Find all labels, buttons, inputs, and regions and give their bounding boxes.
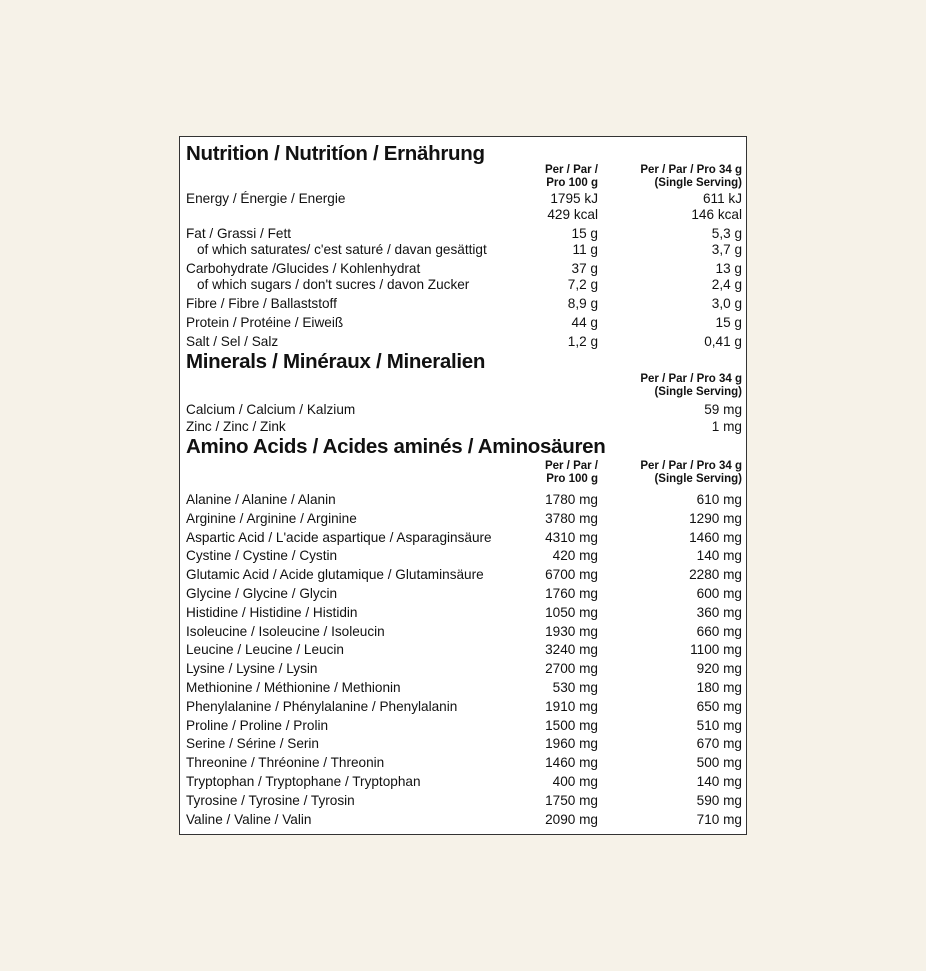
- value-per-serving: 3,7 g: [711, 242, 742, 257]
- nutrient-label: Salt / Sel / Salz: [186, 334, 279, 349]
- nutrition-col2-header-line2: (Single Serving): [654, 177, 742, 189]
- amino-col2-header: [640, 460, 742, 486]
- amino-label: Valine / Valine / Valin: [186, 812, 312, 827]
- value-per-serving: 2,4 g: [711, 277, 742, 292]
- amino-row: [180, 773, 746, 791]
- value-per-100g: 1910 mg: [545, 699, 598, 714]
- nutrition-facts-panel: [179, 136, 747, 835]
- value-per-serving: 500 mg: [696, 755, 742, 770]
- amino-row: [180, 566, 746, 584]
- value-per-100g: 44 g: [571, 315, 598, 330]
- amino-label: Glycine / Glycine / Glycin: [186, 586, 338, 601]
- value-per-100g: 2090 mg: [545, 812, 598, 827]
- amino-row: [180, 792, 746, 810]
- nutrient-label: Fat / Grassi / Fett: [186, 226, 291, 241]
- value-per-serving: 5,3 g: [711, 226, 742, 241]
- mineral-row: [180, 418, 746, 436]
- value-per-100g: 11 g: [572, 242, 598, 257]
- value-per-serving: 1290 mg: [689, 511, 742, 526]
- value-per-100g: 15 g: [571, 226, 598, 241]
- nutrition-col2-header: [640, 164, 742, 190]
- value-per-100g: 2700 mg: [545, 661, 598, 676]
- amino-label: Leucine / Leucine / Leucin: [186, 642, 344, 657]
- amino-label: Threonine / Thréonine / Threonin: [186, 755, 385, 770]
- amino-label: Histidine / Histidine / Histidin: [186, 605, 358, 620]
- nutrient-label: of which saturates/ c'est saturé / davan gesättigt: [197, 242, 487, 257]
- amino-row: [180, 811, 746, 829]
- minerals-col2-header-line2: (Single Serving): [654, 386, 742, 398]
- amino-label: Arginine / Arginine / Arginine: [186, 511, 357, 526]
- amino-row: [180, 529, 746, 547]
- value-per-100g: 8,9 g: [567, 296, 598, 311]
- value-per-serving: 59 mg: [704, 402, 742, 417]
- amino-label: Cystine / Cystine / Cystin: [186, 548, 338, 563]
- value-per-serving: 590 mg: [696, 793, 742, 808]
- value-per-100g: 1460 mg: [545, 755, 598, 770]
- nutrition-col1-header-line2: Pro 100 g: [546, 177, 598, 189]
- nutrition-heading: Nutrition / Nutritíon / Ernährung: [186, 142, 485, 165]
- value-per-100g: 530 mg: [552, 680, 598, 695]
- nutrition-row: [180, 276, 746, 294]
- value-per-100g: 1500 mg: [545, 718, 598, 733]
- value-per-100g: 1050 mg: [545, 605, 598, 620]
- value-per-serving: 710 mg: [696, 812, 742, 827]
- amino-row: [180, 491, 746, 509]
- nutrition-col1-header: [545, 164, 598, 190]
- nutrition-row: [180, 206, 746, 224]
- amino-row: [180, 735, 746, 753]
- amino-label: Phenylalanine / Phénylalanine / Phenylalanin: [186, 699, 458, 714]
- value-per-serving: 140 mg: [696, 774, 742, 789]
- value-per-100g: 1960 mg: [545, 736, 598, 751]
- amino-row: [180, 641, 746, 659]
- value-per-100g: 1760 mg: [545, 586, 598, 601]
- value-per-serving: 0,41 g: [704, 334, 742, 349]
- nutrient-label: Energy / Énergie / Energie: [186, 191, 346, 206]
- value-per-serving: 610 mg: [696, 492, 742, 507]
- value-per-serving: 660 mg: [696, 624, 742, 639]
- amino-col1-header-line1: Per / Par /: [544, 460, 598, 472]
- minerals-col2-header: [640, 373, 742, 399]
- value-per-100g: 6700 mg: [545, 567, 598, 582]
- value-per-serving: 360 mg: [696, 605, 742, 620]
- amino-row: [180, 547, 746, 565]
- value-per-serving: 140 mg: [696, 548, 742, 563]
- value-per-serving: 600 mg: [696, 586, 742, 601]
- amino-label: Proline / Proline / Prolin: [186, 718, 329, 733]
- value-per-100g: 429 kcal: [547, 207, 598, 222]
- nutrient-label: Carbohydrate /Glucides / Kohlenhydrat: [186, 261, 421, 276]
- value-per-serving: 670 mg: [696, 736, 742, 751]
- minerals-col2-header-line1: Per / Par / Pro 34 g: [640, 373, 742, 385]
- value-per-100g: 1795 kJ: [550, 191, 598, 206]
- value-per-serving: 1460 mg: [689, 530, 742, 545]
- value-per-serving: 1 mg: [711, 419, 742, 434]
- value-per-100g: 420 mg: [552, 548, 598, 563]
- nutrition-row: [180, 314, 746, 332]
- value-per-serving: 13 g: [715, 261, 742, 276]
- amino-row: [180, 717, 746, 735]
- amino-label: Glutamic Acid / Acide glutamique / Glutaminsäure: [186, 567, 484, 582]
- amino-row: [180, 754, 746, 772]
- amino-label: Aspartic Acid / L'acide aspartique / Asparaginsäure: [186, 530, 492, 545]
- value-per-100g: 400 mg: [552, 774, 598, 789]
- value-per-100g: 3780 mg: [545, 511, 598, 526]
- value-per-100g: 1930 mg: [545, 624, 598, 639]
- amino-col2-header-line1: Per / Par / Pro 34 g: [640, 460, 742, 472]
- amino-acids-heading: Amino Acids / Acides aminés / Aminosäuren: [186, 435, 606, 458]
- value-per-100g: 1750 mg: [545, 793, 598, 808]
- value-per-serving: 2280 mg: [689, 567, 742, 582]
- value-per-serving: 510 mg: [696, 718, 742, 733]
- amino-label: Tryptophan / Tryptophane / Tryptophan: [186, 774, 421, 789]
- mineral-label: Zinc / Zinc / Zink: [186, 419, 286, 434]
- nutrient-label: Fibre / Fibre / Ballaststoff: [186, 296, 337, 311]
- amino-col2-header-line2: (Single Serving): [654, 473, 742, 485]
- value-per-100g: 4310 mg: [545, 530, 598, 545]
- nutrition-col2-header-line1: Per / Par / Pro 34 g: [640, 164, 742, 176]
- nutrition-row: [180, 333, 746, 351]
- amino-row: [180, 604, 746, 622]
- value-per-100g: 3240 mg: [545, 642, 598, 657]
- value-per-serving: 3,0 g: [711, 296, 742, 311]
- amino-row: [180, 585, 746, 603]
- amino-row: [180, 698, 746, 716]
- nutrition-row: [180, 241, 746, 259]
- amino-label: Isoleucine / Isoleucine / Isoleucin: [186, 624, 385, 639]
- amino-label: Methionine / Méthionine / Methionin: [186, 680, 401, 695]
- value-per-serving: 180 mg: [696, 680, 742, 695]
- amino-row: [180, 660, 746, 678]
- value-per-100g: 1780 mg: [545, 492, 598, 507]
- nutrition-col1-header-line1: Per / Par /: [544, 164, 598, 176]
- amino-label: Tyrosine / Tyrosine / Tyrosin: [186, 793, 355, 808]
- amino-row: [180, 679, 746, 697]
- mineral-row: [180, 401, 746, 419]
- amino-label: Serine / Sérine / Serin: [186, 736, 319, 751]
- value-per-100g: 1,2 g: [567, 334, 598, 349]
- nutrient-label: Protein / Protéine / Eiweiß: [186, 315, 344, 330]
- value-per-100g: 37 g: [571, 261, 598, 276]
- value-per-serving: 611 kJ: [702, 191, 742, 206]
- value-per-100g: 7,2 g: [567, 277, 598, 292]
- amino-label: Lysine / Lysine / Lysin: [186, 661, 318, 676]
- nutrient-label: of which sugars / don't sucres / davon Zucker: [197, 277, 470, 292]
- value-per-serving: 15 g: [715, 315, 742, 330]
- value-per-serving: 1100 mg: [690, 642, 742, 657]
- amino-row: [180, 623, 746, 641]
- nutrition-row: [180, 295, 746, 313]
- value-per-serving: 650 mg: [696, 699, 742, 714]
- value-per-serving: 146 kcal: [691, 207, 742, 222]
- amino-label: Alanine / Alanine / Alanin: [186, 492, 336, 507]
- mineral-label: Calcium / Calcium / Kalzium: [186, 402, 356, 417]
- amino-col1-header-line2: Pro 100 g: [546, 473, 598, 485]
- amino-col1-header: [545, 460, 598, 486]
- amino-row: [180, 510, 746, 528]
- value-per-serving: 920 mg: [696, 661, 742, 676]
- minerals-heading: Minerals / Minéraux / Mineralien: [186, 350, 486, 373]
